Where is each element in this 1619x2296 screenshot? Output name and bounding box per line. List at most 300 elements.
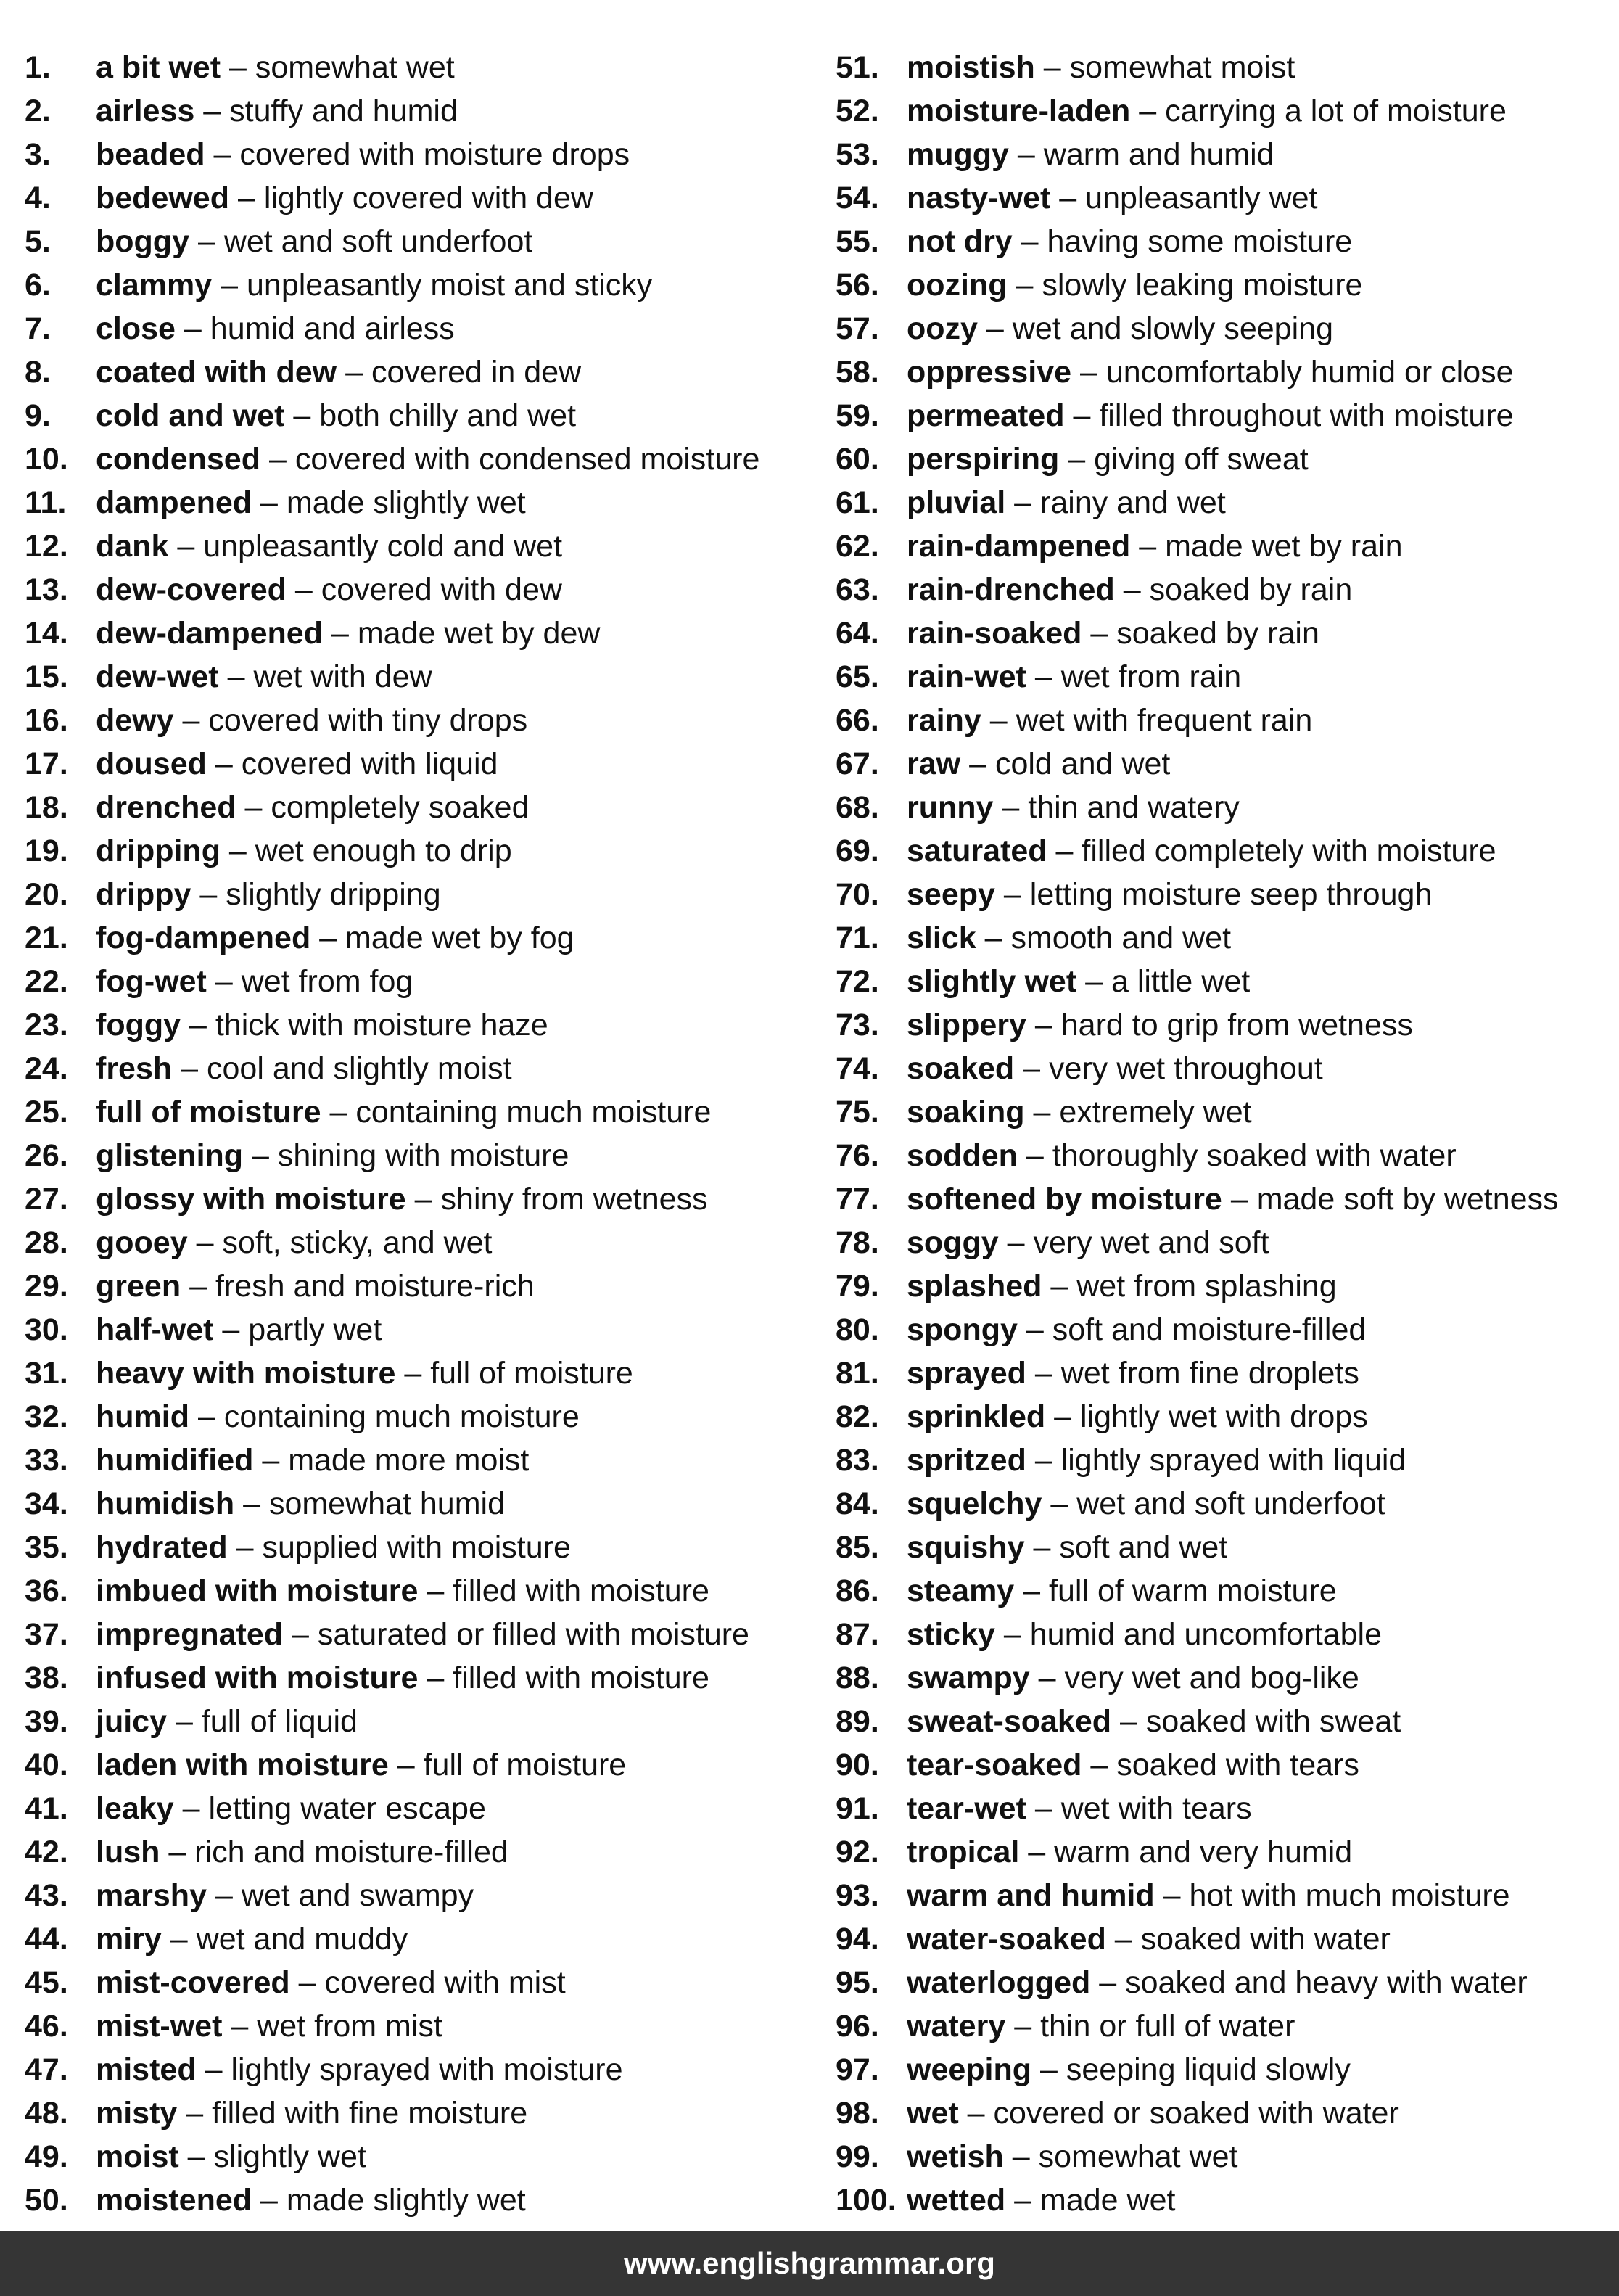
item-number: 87. <box>836 1617 879 1652</box>
item-number: 59. <box>836 398 879 433</box>
item-definition: made more moist <box>288 1443 530 1478</box>
item-definition: lightly covered with dew <box>263 181 593 215</box>
item-separator: – <box>205 2052 223 2087</box>
item-separator: – <box>203 94 221 128</box>
list-item <box>836 133 1612 176</box>
item-definition: unpleasantly cold and wet <box>203 529 563 564</box>
item-number: 43. <box>25 1878 68 1913</box>
list-item <box>25 1264 808 1308</box>
item-word: water-soaked <box>907 1922 1106 1956</box>
item-number: 64. <box>836 616 879 651</box>
item-definition: shining with moisture <box>277 1138 569 1173</box>
item-separator: – <box>1114 1922 1132 1956</box>
item-word: dewy <box>96 703 174 738</box>
item-number: 12. <box>25 529 68 564</box>
item-number: 78. <box>836 1225 879 1260</box>
list-item <box>25 2135 808 2178</box>
list-item <box>25 1743 808 1787</box>
item-word: rain-drenched <box>907 572 1115 607</box>
item-definition: filled with fine moisture <box>212 2096 528 2131</box>
item-word: sodden <box>907 1138 1018 1173</box>
item-word: seepy <box>907 877 995 912</box>
item-definition: somewhat moist <box>1069 50 1295 85</box>
item-separator: – <box>397 1748 415 1782</box>
item-word: weeping <box>907 2052 1032 2087</box>
item-number: 29. <box>25 1269 68 1304</box>
item-separator: – <box>1021 224 1039 259</box>
item-word: misted <box>96 2052 197 2087</box>
item-word: oozy <box>907 311 978 346</box>
item-definition: unpleasantly wet <box>1085 181 1318 215</box>
item-definition: letting water escape <box>208 1791 486 1826</box>
item-word: slick <box>907 921 976 955</box>
item-definition: wet from rain <box>1060 659 1242 694</box>
item-number: 81. <box>836 1356 879 1391</box>
item-number: 74. <box>836 1051 879 1086</box>
item-definition: wet from mist <box>257 2009 442 2044</box>
item-definition: thick with moisture haze <box>215 1008 548 1042</box>
item-definition: filled with moisture <box>453 1573 709 1608</box>
item-word: drippy <box>96 877 191 912</box>
item-definition: filled completely with moisture <box>1082 834 1496 868</box>
item-number: 41. <box>25 1791 68 1826</box>
list-item <box>836 960 1612 1003</box>
item-number: 50. <box>25 2183 68 2218</box>
list-item <box>836 1177 1612 1221</box>
list-item <box>836 699 1612 742</box>
item-definition: stuffy and humid <box>229 94 458 128</box>
list-item <box>836 1439 1612 1482</box>
item-definition: wet and slowly seeping <box>1012 311 1333 346</box>
item-word: saturated <box>907 834 1047 868</box>
item-definition: very wet throughout <box>1049 1051 1323 1086</box>
item-number: 88. <box>836 1661 879 1695</box>
item-definition: soaked with tears <box>1116 1748 1359 1782</box>
item-number: 39. <box>25 1704 68 1739</box>
list-item <box>25 829 808 873</box>
item-word: beaded <box>96 137 205 172</box>
item-number: 44. <box>25 1922 68 1956</box>
item-separator: – <box>168 1835 186 1869</box>
item-number: 53. <box>836 137 879 172</box>
item-number: 69. <box>836 834 879 868</box>
item-separator: – <box>213 137 231 172</box>
item-separator: – <box>187 2139 205 2174</box>
list-item <box>25 350 808 394</box>
item-definition: wet from fine droplets <box>1060 1356 1359 1391</box>
item-separator: – <box>196 1225 214 1260</box>
item-number: 100. <box>836 2183 897 2218</box>
list-item <box>836 1308 1612 1351</box>
item-separator: – <box>1073 398 1091 433</box>
item-separator: – <box>231 2009 249 2044</box>
item-separator: – <box>1085 964 1103 999</box>
item-definition: wet with tears <box>1060 1791 1252 1826</box>
item-word: sprinkled <box>907 1399 1046 1434</box>
item-word: squishy <box>907 1530 1025 1565</box>
item-number: 24. <box>25 1051 68 1086</box>
list-item <box>836 2178 1612 2222</box>
item-word: soaking <box>907 1095 1025 1130</box>
item-word: splashed <box>907 1269 1042 1304</box>
item-separator: – <box>986 311 1004 346</box>
list-item <box>836 350 1612 394</box>
item-separator: – <box>184 311 202 346</box>
list-item <box>836 1656 1612 1700</box>
item-separator: – <box>1163 1878 1181 1913</box>
item-word: rainy <box>907 703 981 738</box>
list-item <box>25 655 808 699</box>
list-item <box>836 1221 1612 1264</box>
item-separator: – <box>1026 1138 1044 1173</box>
item-number: 71. <box>836 921 879 955</box>
item-word: dank <box>96 529 169 564</box>
item-number: 51. <box>836 50 879 85</box>
item-word: spongy <box>907 1312 1018 1347</box>
item-number: 63. <box>836 572 879 607</box>
item-number: 79. <box>836 1269 879 1304</box>
list-item <box>25 1177 808 1221</box>
item-word: soggy <box>907 1225 999 1260</box>
item-number: 66. <box>836 703 879 738</box>
item-word: clammy <box>96 268 213 303</box>
item-word: dampened <box>96 485 252 520</box>
list-item <box>836 1134 1612 1177</box>
list-item <box>25 1874 808 1917</box>
item-number: 77. <box>836 1182 879 1217</box>
list-item <box>836 1047 1612 1090</box>
item-word: runny <box>907 790 994 825</box>
item-separator: – <box>237 181 255 215</box>
item-word: full of moisture <box>96 1095 321 1130</box>
list-item <box>836 1830 1612 1874</box>
item-word: fresh <box>96 1051 173 1086</box>
item-definition: wet and muddy <box>196 1922 408 1956</box>
item-number: 99. <box>836 2139 879 2174</box>
list-item <box>836 655 1612 699</box>
item-number: 98. <box>836 2096 879 2131</box>
item-separator: – <box>1034 659 1052 694</box>
item-number: 42. <box>25 1835 68 1869</box>
footer-bar <box>0 2231 1619 2296</box>
item-separator: – <box>182 703 200 738</box>
item-separator: – <box>227 659 245 694</box>
item-word: perspiring <box>907 442 1060 477</box>
list-item <box>836 1395 1612 1439</box>
item-definition: somewhat wet <box>255 50 455 85</box>
item-separator: – <box>228 50 247 85</box>
item-word: moisture-laden <box>907 94 1131 128</box>
list-item <box>25 2004 808 2048</box>
item-definition: letting moisture seep through <box>1029 877 1433 912</box>
item-number: 47. <box>25 2052 68 2087</box>
item-separator: – <box>1055 834 1074 868</box>
item-definition: somewhat humid <box>268 1486 505 1521</box>
list-item <box>836 1874 1612 1917</box>
item-number: 28. <box>25 1225 68 1260</box>
item-word: a bit wet <box>96 50 221 85</box>
list-item <box>25 1961 808 2004</box>
item-number: 95. <box>836 1965 879 2000</box>
item-separator: – <box>329 1095 347 1130</box>
item-word: oozing <box>907 268 1008 303</box>
item-word: spritzed <box>907 1443 1026 1478</box>
list-item <box>25 1482 808 1526</box>
item-separator: – <box>260 485 278 520</box>
item-number: 36. <box>25 1573 68 1608</box>
item-separator: – <box>1017 137 1035 172</box>
item-word: miry <box>96 1922 162 1956</box>
item-word: mist-covered <box>96 1965 290 2000</box>
item-number: 91. <box>836 1791 879 1826</box>
item-number: 3. <box>25 137 51 172</box>
item-definition: filled throughout with moisture <box>1099 398 1514 433</box>
item-definition: wet enough to drip <box>255 834 512 868</box>
item-word: wetish <box>907 2139 1004 2174</box>
item-number: 30. <box>25 1312 68 1347</box>
item-number: 94. <box>836 1922 879 1956</box>
list-item <box>836 481 1612 524</box>
item-number: 1. <box>25 50 51 85</box>
list-item <box>25 873 808 916</box>
item-number: 37. <box>25 1617 68 1652</box>
item-word: tear-wet <box>907 1791 1026 1826</box>
item-number: 25. <box>25 1095 68 1130</box>
item-number: 22. <box>25 964 68 999</box>
list-item <box>836 2048 1612 2091</box>
item-definition: slowly leaking moisture <box>1042 268 1363 303</box>
item-word: heavy with moisture <box>96 1356 396 1391</box>
item-number: 92. <box>836 1835 879 1869</box>
item-number: 61. <box>836 485 879 520</box>
item-word: rain-wet <box>907 659 1026 694</box>
item-word: half-wet <box>96 1312 214 1347</box>
list-item <box>25 786 808 829</box>
item-separator: – <box>1028 1835 1046 1869</box>
item-word: tear-soaked <box>907 1748 1082 1782</box>
item-separator: – <box>1016 268 1034 303</box>
list-item <box>836 1961 1612 2004</box>
item-number: 76. <box>836 1138 879 1173</box>
item-number: 33. <box>25 1443 68 1478</box>
item-definition: made wet <box>1040 2183 1176 2218</box>
item-definition: soaked by rain <box>1116 616 1319 651</box>
item-separator: – <box>1080 355 1097 390</box>
item-definition: seeping liquid slowly <box>1066 2052 1351 2087</box>
list-item <box>25 1700 808 1743</box>
list-item <box>836 437 1612 481</box>
item-number: 20. <box>25 877 68 912</box>
list-item <box>836 1482 1612 1526</box>
list-item <box>25 1308 808 1351</box>
item-number: 62. <box>836 529 879 564</box>
item-separator: – <box>969 746 986 781</box>
item-word: green <box>96 1269 181 1304</box>
item-separator: – <box>1014 2009 1032 2044</box>
item-word: misty <box>96 2096 178 2131</box>
item-number: 70. <box>836 877 879 912</box>
item-separator: – <box>989 703 1008 738</box>
item-definition: full of warm moisture <box>1049 1573 1337 1608</box>
item-definition: covered with condensed moisture <box>294 442 760 477</box>
item-definition: a little wet <box>1111 964 1251 999</box>
item-separator: – <box>186 2096 204 2131</box>
item-number: 97. <box>836 2052 879 2087</box>
item-word: lush <box>96 1835 160 1869</box>
item-word: dripping <box>96 834 221 868</box>
list-item <box>25 1221 808 1264</box>
item-definition: lightly sprayed with liquid <box>1060 1443 1406 1478</box>
list-item <box>25 524 808 568</box>
list-item <box>25 2048 808 2091</box>
item-definition: covered with tiny drops <box>208 703 528 738</box>
item-separator: – <box>236 1530 254 1565</box>
item-word: tropical <box>907 1835 1020 1869</box>
item-number: 38. <box>25 1661 68 1695</box>
item-word: permeated <box>907 398 1065 433</box>
item-number: 68. <box>836 790 879 825</box>
item-definition: warm and very humid <box>1054 1835 1353 1869</box>
item-number: 35. <box>25 1530 68 1565</box>
item-word: sweat-soaked <box>907 1704 1112 1739</box>
item-separator: – <box>1043 50 1061 85</box>
item-separator: – <box>1059 181 1077 215</box>
item-definition: made slightly wet <box>286 485 526 520</box>
list-item <box>25 1134 808 1177</box>
item-number: 40. <box>25 1748 68 1782</box>
list-item <box>25 1351 808 1395</box>
list-item <box>836 612 1612 655</box>
list-item <box>25 960 808 1003</box>
item-separator: – <box>262 1443 280 1478</box>
list-item <box>836 1743 1612 1787</box>
item-separator: – <box>243 1486 260 1521</box>
item-definition: extremely wet <box>1059 1095 1252 1130</box>
item-definition: slightly wet <box>213 2139 366 2174</box>
list-item <box>25 176 808 220</box>
item-separator: – <box>1034 1443 1052 1478</box>
list-item <box>836 1351 1612 1395</box>
item-definition: humid and airless <box>210 311 455 346</box>
item-definition: soaked with water <box>1140 1922 1391 1956</box>
list-item <box>25 1787 808 1830</box>
list-item <box>836 46 1612 89</box>
item-number: 55. <box>836 224 879 259</box>
item-word: raw <box>907 746 961 781</box>
item-separator: – <box>1054 1399 1072 1434</box>
list-item <box>25 1047 808 1090</box>
list-item <box>836 1613 1612 1656</box>
item-definition: carrying a lot of moisture <box>1165 94 1507 128</box>
item-word: soaked <box>907 1051 1015 1086</box>
item-word: wetted <box>907 2183 1006 2218</box>
list-item <box>836 1003 1612 1047</box>
item-definition: rich and moisture-filled <box>194 1835 508 1869</box>
list-item <box>25 1395 808 1439</box>
item-separator: – <box>1014 2183 1032 2218</box>
item-separator: – <box>331 616 349 651</box>
item-number: 7. <box>25 311 51 346</box>
item-definition: covered in dew <box>371 355 582 390</box>
item-word: close <box>96 311 176 346</box>
item-separator: – <box>1023 1573 1041 1608</box>
item-separator: – <box>1034 1356 1052 1391</box>
item-number: 27. <box>25 1182 68 1217</box>
list-item <box>836 742 1612 786</box>
list-item <box>25 1917 808 1961</box>
item-separator: – <box>345 355 363 390</box>
item-separator: – <box>404 1356 422 1391</box>
item-word: fog-dampened <box>96 921 311 955</box>
item-definition: made wet by dew <box>357 616 601 651</box>
item-separator: – <box>197 224 215 259</box>
item-definition: very wet and bog-like <box>1064 1661 1359 1695</box>
item-definition: smooth and wet <box>1010 921 1232 955</box>
item-word: impregnated <box>96 1617 284 1652</box>
item-word: muggy <box>907 137 1009 172</box>
list-item <box>25 1613 808 1656</box>
list-item <box>836 1787 1612 1830</box>
item-number: 73. <box>836 1008 879 1042</box>
list-item <box>25 1003 808 1047</box>
item-separator: – <box>294 572 313 607</box>
item-definition: thoroughly soaked with water <box>1052 1138 1457 1173</box>
item-number: 67. <box>836 746 879 781</box>
item-number: 54. <box>836 181 879 215</box>
item-number: 86. <box>836 1573 879 1608</box>
item-separator: – <box>1034 1791 1052 1826</box>
list-item <box>25 568 808 612</box>
item-number: 60. <box>836 442 879 477</box>
list-item <box>836 568 1612 612</box>
item-number: 9. <box>25 398 51 433</box>
item-definition: wet from splashing <box>1076 1269 1337 1304</box>
item-definition: full of moisture <box>430 1356 633 1391</box>
item-word: mist-wet <box>96 2009 223 2044</box>
item-separator: – <box>177 529 195 564</box>
item-word: glossy with moisture <box>96 1182 406 1217</box>
item-separator: – <box>1003 877 1021 912</box>
item-number: 93. <box>836 1878 879 1913</box>
item-word: dew-dampened <box>96 616 323 651</box>
item-separator: – <box>1123 572 1141 607</box>
item-separator: – <box>189 1269 207 1304</box>
item-number: 45. <box>25 1965 68 2000</box>
item-definition: cold and wet <box>994 746 1171 781</box>
item-separator: – <box>1230 1182 1248 1217</box>
item-word: moist <box>96 2139 179 2174</box>
item-separator: – <box>427 1661 445 1695</box>
item-number: 80. <box>836 1312 879 1347</box>
item-word: humidified <box>96 1443 254 1478</box>
item-separator: – <box>1023 1051 1041 1086</box>
item-definition: soaked with sweat <box>1145 1704 1401 1739</box>
item-word: infused with moisture <box>96 1661 419 1695</box>
item-word: drenched <box>96 790 236 825</box>
list-item <box>25 133 808 176</box>
item-word: wet <box>907 2096 959 2131</box>
item-number: 48. <box>25 2096 68 2131</box>
item-number: 96. <box>836 2009 879 2044</box>
item-word: moistened <box>96 2183 252 2218</box>
item-word: nasty-wet <box>907 181 1051 215</box>
list-item <box>25 394 808 437</box>
item-separator: – <box>244 790 263 825</box>
item-number: 5. <box>25 224 51 259</box>
list-item <box>836 1917 1612 1961</box>
word-list-right-column <box>836 46 1612 2222</box>
item-definition: humid and uncomfortable <box>1029 1617 1383 1652</box>
